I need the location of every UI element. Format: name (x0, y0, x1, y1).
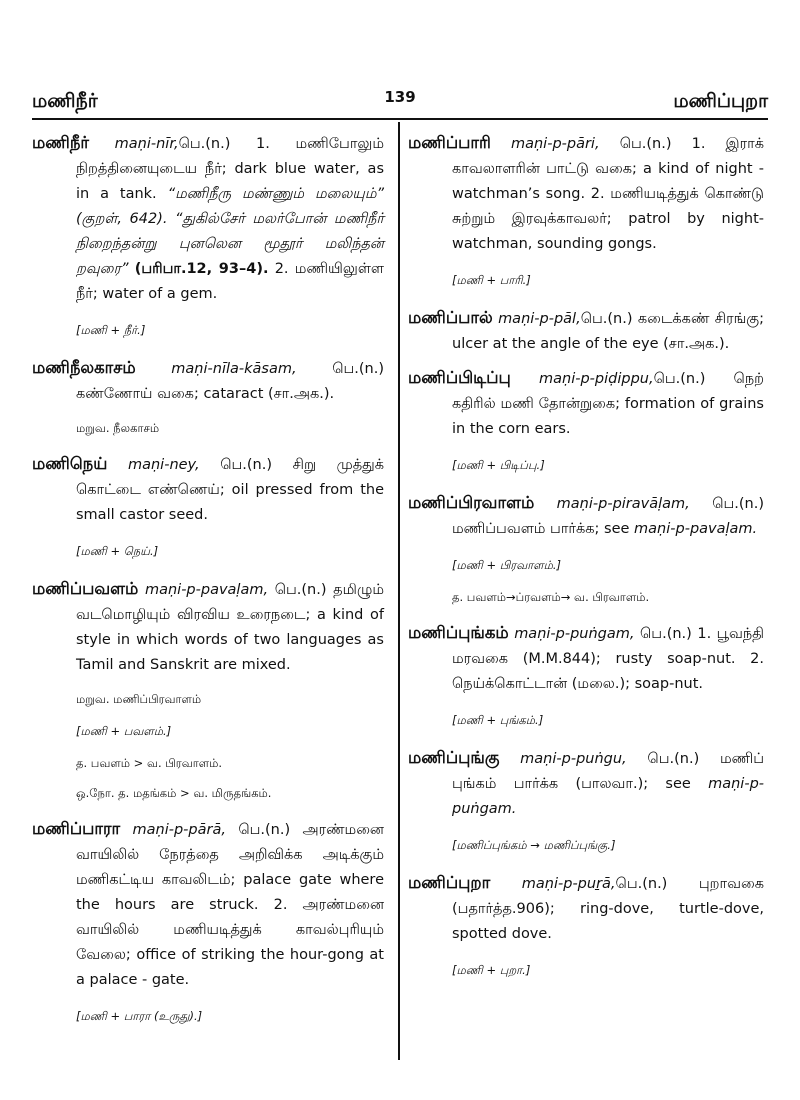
entry-headword: மணிநெய் (32, 454, 108, 473)
entry-etymology: [மணி + பிரவாளம்.] (452, 558, 562, 572)
entry-transliteration: maṇi-p-piravāḷam, (556, 496, 690, 512)
entry-definition: கடைக்கண் சிரங்கு; ulcer at the angle of the eye (சா.அக.). (452, 311, 764, 352)
page-header (32, 88, 768, 120)
entry-note: மறுவ. நீலகாசம் (76, 421, 160, 435)
entry-pos: பெ.(n.) (220, 457, 273, 473)
entry-definition: அரண்மனை வாயிலில் நேரத்தை அறிவிக்க அடிக்கும் மணிகட்டிய காவலிடம்; palace gate where the hours are struck. (76, 822, 384, 913)
dictionary-entry (32, 355, 384, 437)
entry-pos: பெ.(n.) (615, 876, 668, 892)
entry-definition: சிறு முத்துக் கொட்டை எண்ணெய்; oil pressed from the small castor seed. (76, 457, 385, 523)
entry-note: மறுவ. மணிப்பிரவாளம் (76, 692, 202, 706)
entry-transliteration: maṇi-p-pāl, (498, 311, 581, 327)
entry-body (408, 365, 764, 442)
page-number: 139 (384, 88, 416, 106)
dictionary-entry (408, 365, 764, 474)
entry-definition: மணிப்பவளம் பார்க்க; see (452, 521, 630, 537)
entry-etymology: [மணி + நீர்.] (76, 323, 146, 337)
entry-headword: மணிப்பாரி (408, 133, 491, 152)
entry-etymology: [மணி + நெய்.] (76, 544, 159, 558)
entry-body (32, 130, 384, 307)
entry-body (408, 305, 764, 357)
entry-headword: மணிப்பாரா (32, 819, 121, 838)
entry-transliteration: maṇi-p-pavaḷam, (144, 582, 269, 598)
entry-transliteration: maṇi-nīr, (114, 136, 179, 152)
entry-pos: பெ.(n.) (332, 361, 385, 377)
entry-body (32, 576, 384, 678)
dictionary-entry (408, 305, 764, 361)
entry-definition: நெற் கதிரில் மணி தோன்றுகை; formation of grains in the corn ears. (452, 371, 765, 437)
entry-body (408, 620, 764, 697)
entry-definition: தமிழும் வடமொழியும் விரவிய உரைநடை; a kind of style in which words of two languages as Tamil and Sanskrit are mixed. (76, 582, 385, 673)
dictionary-entry (408, 870, 764, 979)
entry-pos: பெ.(n.) (712, 496, 764, 512)
left-column (32, 130, 384, 1041)
entry-body (32, 816, 384, 993)
entry-see-reference: maṇi-p-pavaḷam. (634, 521, 758, 537)
column-divider (398, 122, 400, 1060)
entry-transliteration: maṇi-p-puṅgam, (514, 626, 635, 642)
entry-headword: மணிநீர் (32, 133, 90, 152)
entry-transliteration: maṇi-p-piḍippu, (539, 371, 654, 387)
dictionary-entry (408, 490, 764, 606)
entry-definition-2: 2. மணியிலுள்ள நீர்; water of a gem. (76, 261, 384, 302)
entry-body (32, 451, 384, 528)
entry-body (408, 745, 764, 822)
dictionary-entry (32, 816, 384, 1025)
entry-transliteration: maṇi-p-puṅgu, (520, 751, 627, 767)
dictionary-entry (408, 620, 764, 729)
entry-pos: பெ.(n.) (178, 136, 231, 152)
entry-pos: பெ.(n.) (653, 371, 706, 387)
entry-definition-2: 2. அரண்மனை வாயிலில் மணியடித்துக் காவல்புரியும் வேலை; office of striking the hour-gong at a palace - gate. (76, 897, 385, 988)
dictionary-entry (408, 130, 764, 289)
entry-pos: பெ.(n.) (647, 751, 700, 767)
entry-spacer (408, 357, 764, 361)
right-column (408, 130, 764, 995)
entry-body (408, 870, 764, 947)
entry-definition: கண்ணோய் வகை; cataract (சா.அக.). (76, 386, 335, 402)
entry-definition: 1. பூவந்தி மரவகை (M.M.844); rusty soap-nut. 2. நெய்க்கொட்டான் (மலை.); soap-nut. (452, 626, 765, 692)
dictionary-entry (32, 130, 384, 339)
entry-transliteration: maṇi-ney, (127, 457, 200, 473)
entry-headword: மணிப்பவளம் (32, 579, 139, 598)
entry-etymology: [மணி + பவளம்.] (76, 724, 172, 738)
entry-citation: (பரிபா.12, 93–4). (134, 261, 269, 277)
entry-transliteration: maṇi-p-pāri, (510, 136, 600, 152)
entry-headword: மணிப்பிரவாளம் (408, 493, 535, 512)
entry-etymology: [மணி + பாரி.] (452, 273, 531, 287)
entry-pos: பெ.(n.) (640, 626, 692, 642)
entry-etymology: [மணி + பாரா (உருது).] (76, 1009, 203, 1023)
entry-etymology: [மணி + பிடிப்பு.] (452, 458, 545, 472)
entry-note: ஒ.நோ. த. மதங்கம் > வ. மிருதங்கம். (76, 786, 272, 800)
entry-headword: மணிப்புங்கு (408, 748, 500, 767)
entry-transliteration: maṇi-p-puṟā, (521, 876, 616, 892)
entry-headword: மணிப்பால் (408, 308, 493, 327)
right-guide-word: மணிப்புறா (673, 90, 768, 112)
dictionary-entry (32, 451, 384, 560)
entry-headword: மணிப்புங்கம் (408, 623, 509, 642)
entry-etymology: [மணி + புங்கம்.] (452, 713, 544, 727)
entry-headword: மணிப்பிடிப்பு (408, 368, 511, 387)
entry-note: த. பவளம் > வ. பிரவாளம். (76, 756, 222, 770)
entry-pos: பெ.(n.) (619, 136, 672, 152)
entry-pos: பெ.(n.) (238, 822, 291, 838)
entry-headword: மணிப்புறா (408, 873, 491, 892)
entry-pos: பெ.(n.) (580, 311, 633, 327)
dictionary-entry (408, 745, 764, 854)
entry-see-reference: maṇi-p-puṅgam. (452, 776, 765, 817)
entry-definition: மணிப் புங்கம் பார்க்க (பாலவா.); see (452, 751, 765, 792)
entry-pos: பெ.(n.) (274, 582, 327, 598)
entry-transliteration: maṇi-p-pārā, (132, 822, 226, 838)
entry-transliteration: maṇi-nīla-kāsam, (171, 361, 297, 377)
entry-body (32, 355, 384, 407)
entry-definition: புறாவகை (பதார்த்த.906); ring-dove, turtle-dove, spotted dove. (452, 876, 764, 942)
entry-note: த. பவளம்→ப்ரவளம்→ வ. பிரவாளம். (452, 590, 650, 604)
entry-body (408, 130, 764, 257)
entry-definition: 1. இராக் காவலாளரின் பாட்டு வகை; a kind of night -watchman’s song. 2. மணியடித்துக் கொண்டு சுற்றும் இரவுக்காவலர்; patrol by night-watchman, sounding gongs. (452, 136, 764, 252)
dictionary-entry (32, 576, 384, 802)
entry-etymology: [மணி + புறா.] (452, 963, 531, 977)
entry-body (408, 490, 764, 542)
entry-etymology: [மணிப்புங்கம் → மணிப்புங்கு.] (452, 838, 616, 852)
entry-quotation: “மணிநீரு மண்ணும் மலையும்” (குறள், 642). “துகில்சேர் மலர்போன் மணிநீர் நிறைந்தன்று புனலென மூதூர் மலிந்தன் றவுரை” (76, 186, 385, 277)
entry-definition: 1. மணிபோலும் நிறத்தினையுடைய நீர்; dark blue water, as in a tank. (76, 136, 385, 202)
entry-headword: மணிநீலகாசம் (32, 358, 136, 377)
left-guide-word: மணிநீர் (32, 90, 98, 112)
